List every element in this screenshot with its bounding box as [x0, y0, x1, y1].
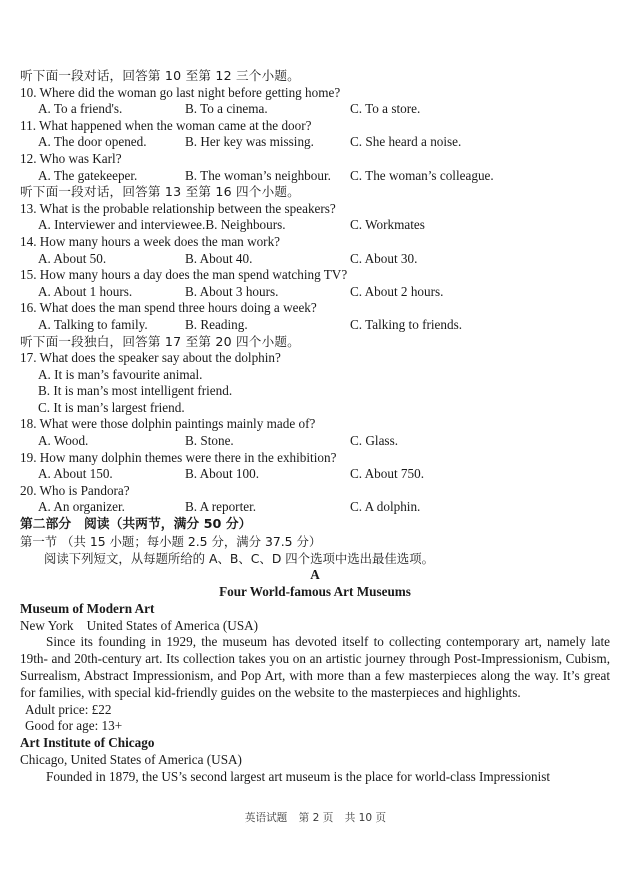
option-c[interactable]: C. It is man’s largest friend. — [38, 399, 185, 415]
option-b[interactable]: B. It is man’s most intelligent friend. — [38, 383, 233, 399]
footer-total-pages: 共 10 页 — [344, 812, 387, 824]
question-stem: 18. What were those dolphin paintings mainly made of? — [20, 416, 316, 432]
option-b[interactable]: B. About 40. — [185, 250, 253, 266]
question-stem: 12. Who was Karl? — [20, 150, 122, 166]
option-row — [20, 499, 610, 516]
question-stem: 15. How many hours a day does the man spend watching TV? — [20, 267, 348, 283]
reading-subsection-heading: 第一节 （共 15 小题；每小题 2.5 分，满分 37.5 分） — [20, 534, 322, 550]
question-stem: 20. Who is Pandora? — [20, 482, 130, 498]
museum-adult-price: Adult price: £22 — [25, 701, 112, 717]
option-b[interactable]: B. About 100. — [185, 466, 260, 482]
option-a[interactable]: A. The gatekeeper. — [38, 167, 138, 183]
option-b[interactable]: B. The woman’s neighbour. — [185, 167, 331, 183]
option-a[interactable]: A. To a friend's. — [38, 101, 123, 117]
option-c[interactable]: C. Workmates — [350, 217, 425, 233]
option-a[interactable]: A. An organizer. — [38, 499, 125, 515]
museum-location: New York United States of America (USA) — [20, 617, 259, 633]
passage-title: Four World-famous Art Museums — [219, 584, 411, 600]
listening-instruction-dialogue-1: 听下面一段对话，回答第 10 至第 12 三个小题。 — [20, 68, 300, 83]
museum-name: Museum of Modern Art — [20, 600, 155, 616]
museum-description: Since its founding in 1929, the museum has devoted itself to collecting contemporary art, namely late 19th- and 20th-century art. Its collection takes you on an artistic journey through Post-Impressionism, Cubism, Surrealism, Abstract Impressionism, and Pop Art, with more than a few masterpieces along the way. It’s great for families, with special kid-friendly guides on the website to the masterpieces and highlights. — [20, 634, 610, 700]
option-row — [20, 284, 610, 301]
option-b[interactable]: B. About 3 hours. — [185, 283, 279, 299]
option-a[interactable]: A. Interviewer and interviewee.B. Neighbours. — [38, 217, 286, 233]
question-stem: 16. What does the man spend three hours doing a week? — [20, 300, 317, 316]
option-row — [20, 217, 610, 234]
option-c[interactable]: C. About 750. — [350, 466, 425, 482]
passage-label: A — [310, 567, 320, 583]
option-b[interactable]: B. A reporter. — [185, 499, 257, 515]
museum-age-guidance: Good for age: 13+ — [25, 718, 123, 734]
option-a[interactable]: A. About 1 hours. — [38, 283, 133, 299]
museum-location: Chicago, United States of America (USA) — [20, 752, 242, 767]
option-b[interactable]: B. Her key was missing. — [185, 134, 314, 150]
option-c[interactable]: C. Glass. — [350, 433, 398, 449]
option-a[interactable]: A. Wood. — [38, 433, 89, 449]
reading-instruction: 阅读下列短文，从每题所给的 A、B、C、D 四个选项中选出最佳选项。 — [44, 551, 434, 567]
question-stem: 14. How many hours a week does the man work? — [20, 233, 281, 249]
option-a[interactable]: A. Talking to family. — [38, 316, 148, 332]
option-b[interactable]: B. Reading. — [185, 316, 248, 332]
option-row — [20, 134, 610, 151]
option-b[interactable]: B. Stone. — [185, 433, 234, 449]
museum-description: Founded in 1879, the US’s second largest art museum is the place for world-class Impressionist — [46, 768, 551, 784]
option-row — [20, 101, 610, 118]
option-c[interactable]: C. To a store. — [350, 101, 421, 117]
option-row — [20, 251, 610, 268]
listening-instruction-monologue: 听下面一段独白，回答第 17 至第 20 四个小题。 — [20, 333, 300, 349]
footer-page-number: 第 2 页 — [298, 812, 334, 824]
option-c[interactable]: C. A dolphin. — [350, 499, 421, 515]
option-b[interactable]: B. To a cinema. — [185, 101, 268, 117]
option-a[interactable]: A. The door opened. — [38, 134, 147, 150]
option-a[interactable]: A. About 50. — [38, 250, 107, 266]
question-stem: 13. What is the probable relationship between the speakers? — [20, 200, 336, 216]
question-stem: 10. Where did the woman go last night before getting home? — [20, 84, 341, 100]
question-stem: 19. How many dolphin themes were there in the exhibition? — [20, 449, 337, 465]
option-a[interactable]: A. It is man’s favourite animal. — [38, 366, 203, 382]
option-c[interactable]: C. The woman’s colleague. — [350, 167, 494, 183]
question-stem: 17. What does the speaker say about the dolphin? — [20, 350, 281, 366]
option-row — [20, 466, 610, 483]
museum-name: Art Institute of Chicago — [20, 735, 155, 751]
footer-subject: 英语试题 — [244, 812, 288, 824]
listening-instruction-dialogue-2: 听下面一段对话，回答第 13 至第 16 四个小题。 — [20, 184, 300, 200]
option-row — [20, 433, 610, 450]
option-c[interactable]: C. About 30. — [350, 250, 418, 266]
question-stem: 11. What happened when the woman came at the door? — [20, 117, 312, 133]
option-row — [20, 317, 610, 334]
page-footer — [0, 810, 631, 825]
option-c[interactable]: C. About 2 hours. — [350, 283, 444, 299]
option-c[interactable]: C. Talking to friends. — [350, 316, 463, 332]
option-row — [20, 168, 610, 185]
option-c[interactable]: C. She heard a noise. — [350, 134, 462, 150]
option-a[interactable]: A. About 150. — [38, 466, 113, 482]
reading-part-heading: 第二部分 阅读（共两节，满分 50 分） — [20, 517, 252, 533]
